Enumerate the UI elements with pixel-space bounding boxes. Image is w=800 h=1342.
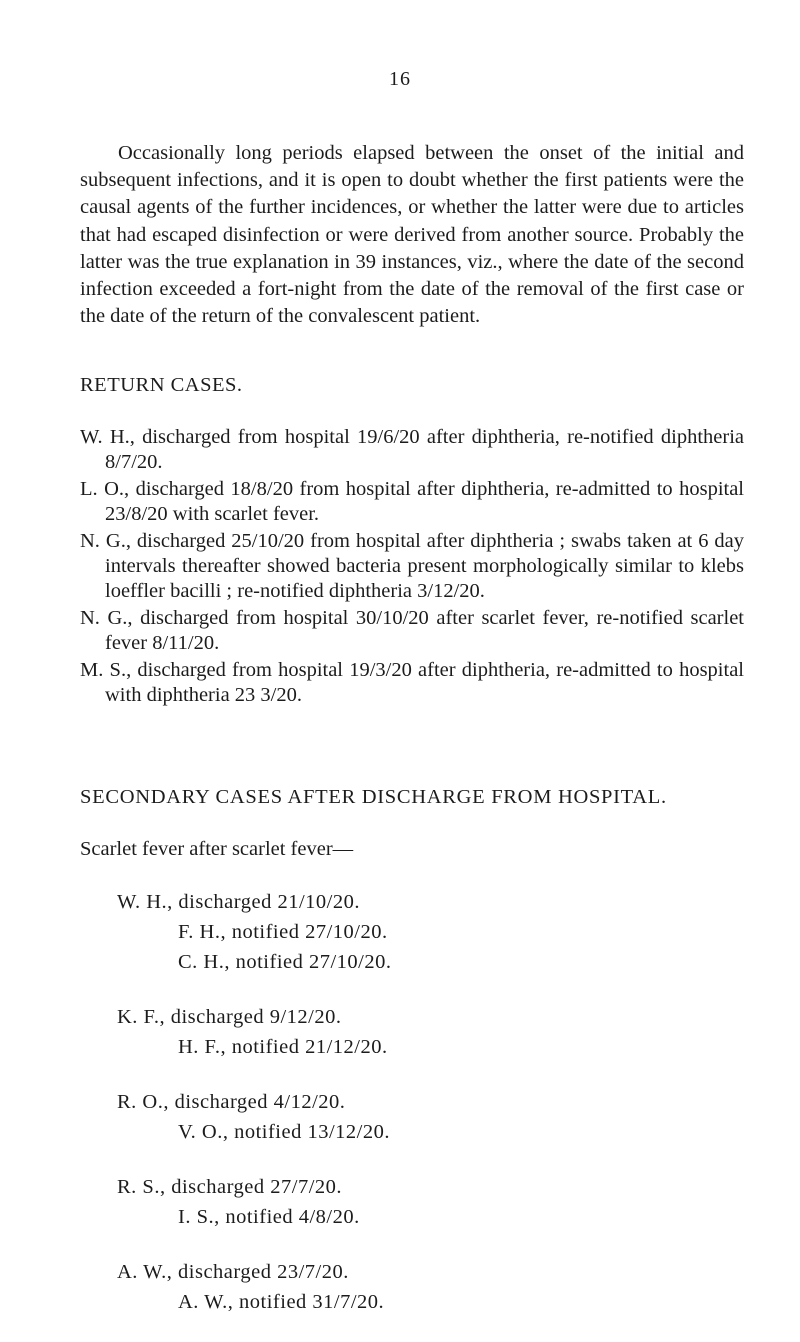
discharged-line: K. F., discharged 9/12/20.	[117, 1006, 342, 1028]
case-group	[80, 1172, 760, 1232]
secondary-cases-subheading: Scarlet fever after scarlet fever—	[80, 838, 354, 860]
notified-line: I. S., notified 4/8/20.	[178, 1206, 360, 1228]
notified-line: H. F., notified 21/12/20.	[178, 1036, 388, 1058]
return-case-item: N. G., discharged 25/10/20 from hospital after diphtheria ; swabs taken at 6 day intervals thereafter showed bacteria present morphologically similar to klebs loeffler bacilli ; re-notified diphtheria 3/12/20.	[80, 529, 744, 603]
discharged-line: R. S., discharged 27/7/20.	[117, 1176, 343, 1198]
secondary-cases-heading: SECONDARY CASES AFTER DISCHARGE FROM HOSPITAL.	[80, 786, 667, 808]
notified-line: F. H., notified 27/10/20.	[178, 921, 388, 943]
discharged-line: W. H., discharged 21/10/20.	[117, 891, 360, 913]
case-group	[80, 1257, 760, 1317]
discharged-line: A. W., discharged 23/7/20.	[117, 1261, 349, 1283]
return-case-item: W. H., discharged from hospital 19/6/20 after diphtheria, re-notified diphtheria 8/7/20.	[80, 426, 744, 474]
case-group	[80, 1002, 760, 1062]
case-group	[80, 1087, 760, 1147]
notified-line: V. O., notified 13/12/20.	[178, 1121, 390, 1143]
discharged-line: R. O., discharged 4/12/20.	[117, 1091, 346, 1113]
return-cases-heading: RETURN CASES.	[80, 374, 243, 396]
return-cases-list	[80, 425, 744, 709]
intro-paragraph: Occasionally long periods elapsed between the onset of the initial and subsequent infections, and it is open to doubt whether the first patients were the causal agents of the further incidences, or whether the latter were due to articles that had escaped disinfection or were derived from another source. Probably the latter was the true explanation in 39 instances, viz., where the date of the second infection exceeded a fort-night from the date of the removal of the first case or the date of the return of the convalescent patient.	[80, 142, 744, 328]
case-group	[80, 887, 760, 977]
notified-line: A. W., notified 31/7/20.	[178, 1291, 385, 1313]
return-case-item: L. O., discharged 18/8/20 from hospital after diphtheria, re-admitted to hospital 23/8/20 with scarlet fever.	[80, 477, 744, 526]
return-case-item: M. S., discharged from hospital 19/3/20 after diphtheria, re-admitted to hospital with diphtheria 23 3/20.	[80, 658, 744, 707]
page-number: 16	[389, 68, 411, 90]
notified-line: C. H., notified 27/10/20.	[178, 951, 392, 973]
secondary-cases-groups	[80, 887, 760, 1342]
return-case-item: N. G., discharged from hospital 30/10/20 after scarlet fever, re-notified scarlet fever 8/11/20.	[80, 606, 744, 655]
